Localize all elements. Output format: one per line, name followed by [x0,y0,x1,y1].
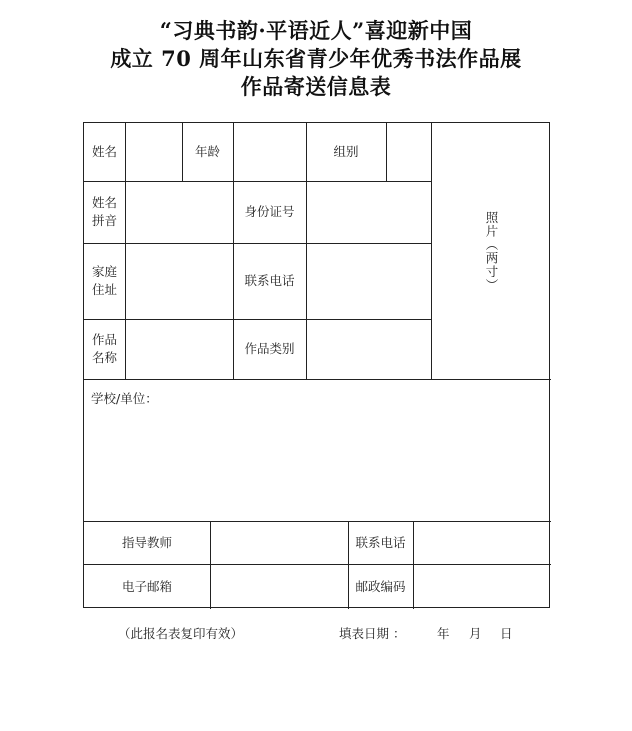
teacher-phone-field[interactable] [414,522,550,563]
pinyin-label [92,181,125,243]
phone-field[interactable] [307,244,430,318]
school-field[interactable] [85,409,550,520]
name-label: 姓名 [91,144,117,159]
pinyin-label-line-2: 拼音 [92,213,118,228]
id-number-label: 身份证号 [244,204,295,219]
teacher-label: 指导教师 [121,534,172,550]
title-line-3: 作品寄送信息表 [240,74,392,99]
pinyin-field[interactable] [126,182,232,242]
work-name-label-line-1: 作品 [92,332,118,347]
title-line-1: “习典书韵·平语近人”喜迎新中国 [159,18,473,43]
group-field[interactable] [387,124,430,180]
email-field[interactable] [211,565,347,607]
address-label [92,243,125,319]
registration-form [83,122,550,608]
work-name-label-line-2: 名称 [92,350,118,365]
address-field[interactable] [126,244,232,318]
phone-label: 联系电话 [244,273,295,288]
photo-label: 照片（两寸） [484,210,499,292]
work-type-field[interactable] [307,320,430,378]
work-name-label [92,319,125,379]
age-label: 年龄 [194,144,220,159]
work-name-field[interactable] [126,320,232,378]
name-field[interactable] [126,124,181,180]
teacher-phone-label: 联系电话 [355,534,406,550]
teacher-field[interactable] [211,522,347,563]
age-field[interactable] [234,124,305,180]
date-year: 年 [437,626,450,641]
pinyin-label-line-1: 姓名 [92,195,118,210]
address-label-line-1: 家庭 [92,264,118,279]
group-label: 组别 [333,144,359,159]
title-line-2: 成立 70 周年山东省青少年优秀书法作品展 [110,46,522,71]
id-number-field[interactable] [307,182,430,242]
postcode-field[interactable] [414,565,550,607]
postcode-label: 邮政编码 [355,578,406,594]
date-day: 日 [500,626,513,641]
school-label: 学校/单位： [91,391,158,406]
copy-valid-note: （此报名表复印有效） [118,626,244,641]
work-type-label: 作品类别 [244,341,295,356]
date-month: 月 [469,626,482,641]
divider [84,379,551,380]
email-label: 电子邮箱 [121,578,172,594]
photo-box[interactable] [431,123,551,379]
fill-date-label: 填表日期 ： [339,626,406,641]
address-label-line-2: 住址 [92,282,118,297]
